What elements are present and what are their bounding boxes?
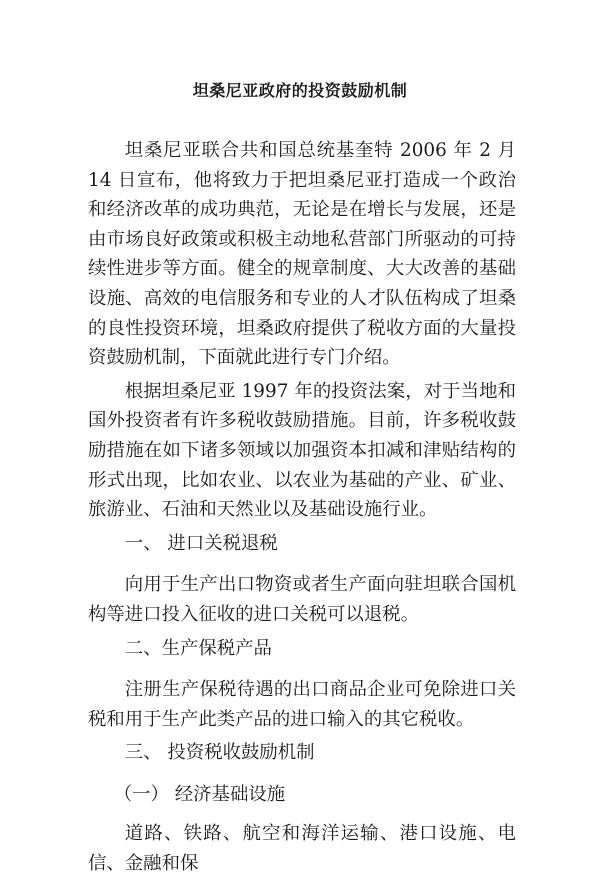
- section-heading-bonded-production: 二、生产保税产品: [124, 637, 272, 659]
- section-heading-investment-tax-incentives: 三、 投资税收鼓励机制: [124, 742, 315, 764]
- tax-incentive-paragraph: 根据坦桑尼亚 1997 年的投资法案，对于当地和国外投资者有许多税收鼓励措施。目前，许多税收鼓励措施在如下诸多领域以加强资本扣减和津贴结构的形式出现，比如农业、以农业为基础的产业、矿业、旅游业、石油和天然业以及基础设施行业。: [88, 380, 516, 521]
- document-title: 坦桑尼亚政府的投资鼓励机制: [192, 81, 408, 100]
- document-body: [88, 136, 516, 883]
- subsection-heading-economic-infrastructure: （一） 经济基础设施: [113, 783, 286, 805]
- section-heading-import-duty-drawback: 一、 进口关税退税: [124, 532, 278, 554]
- intro-paragraph: 坦桑尼亚联合共和国总统基奎特 2006 年 2 月 14 日宣布，他将致力于把坦桑尼亚打造成一个政治和经济改革的成功典范，无论是在增长与发展，还是由市场良好政策或积极主动地私营部门所驱动的可持续性进步等方面。健全的规章制度、大大改善的基础设施、高效的电信服务和专业的人才队伍构成了坦桑的良性投资环境，坦桑政府提供了税收方面的大量投资鼓励机制，下面就此进行专门介绍。: [88, 140, 516, 369]
- section-text-bonded-production: 注册生产保税待遇的出口商品企业可免除进口关税和用于生产此类产品的进口输入的其它税收。: [88, 679, 516, 730]
- subsection-text-economic-infrastructure: 道路、铁路、航空和海洋运输、港口设施、电信、金融和保: [88, 823, 516, 875]
- section-text-import-duty-drawback: 向用于生产出口物资或者生产面向驻坦联合国机构等进口投入征收的进口关税可以退税。: [88, 574, 516, 625]
